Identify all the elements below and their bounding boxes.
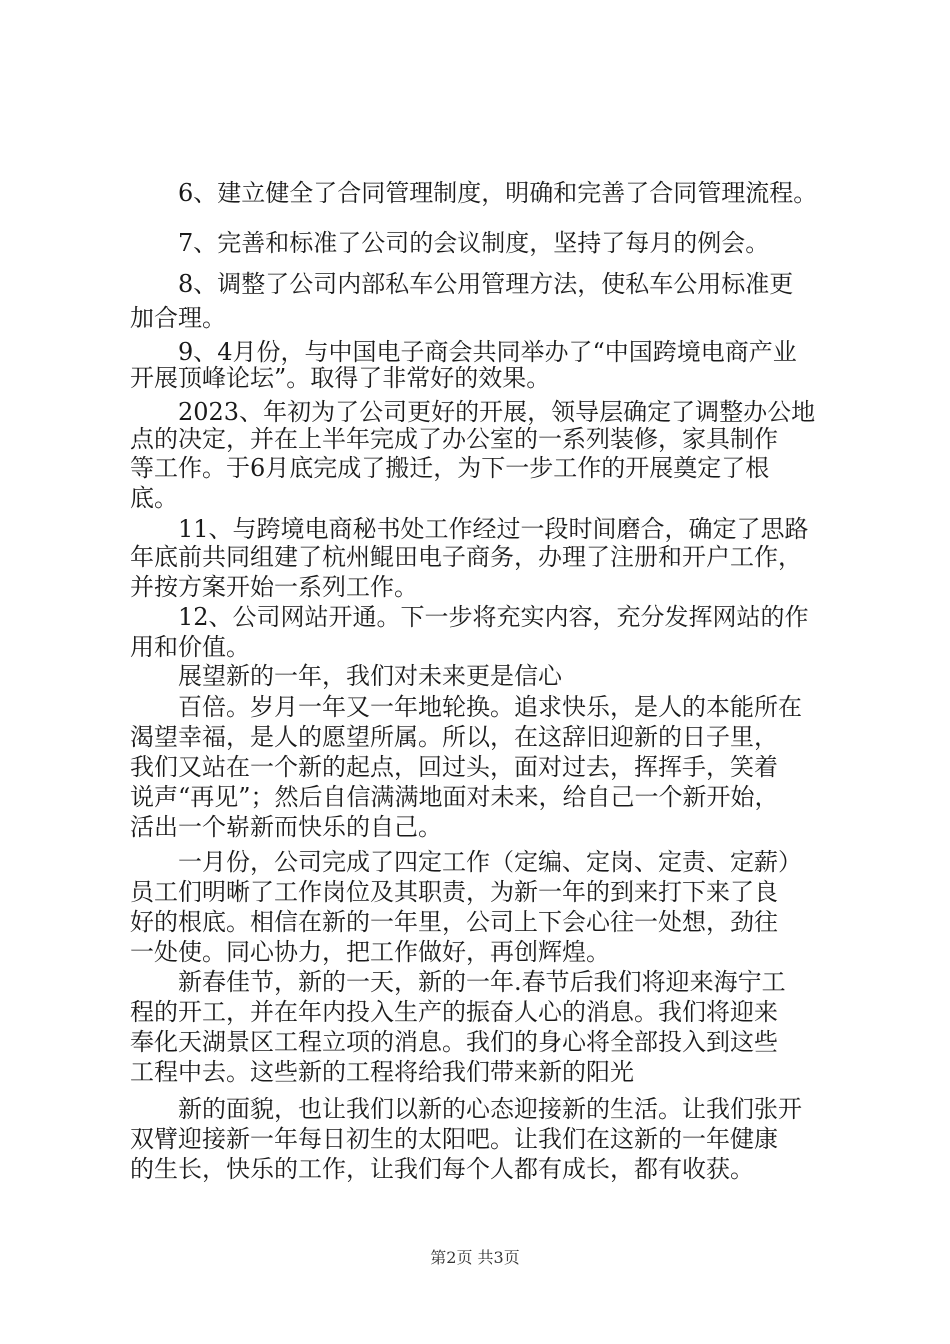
text-line: 百倍。岁月一年又一年地轮换。追求快乐，是人的本能所在 <box>178 693 802 721</box>
text-line: 一处使。同心协力，把工作做好，再创辉煌。 <box>130 938 610 966</box>
text-line: 6、建立健全了合同管理制度，明确和完善了合同管理流程。 <box>178 179 818 207</box>
text-line: 8、调整了公司内部私车公用管理方法，使私车公用标准更 <box>178 270 794 298</box>
text-line: 开展顶峰论坛”。取得了非常好的效果。 <box>130 364 551 392</box>
text-line: 底。 <box>130 484 178 512</box>
text-line: 员工们明晰了工作岗位及其职责，为新一年的到来打下来了良 <box>130 878 778 906</box>
text-line: 奉化天湖景区工程立项的消息。我们的身心将全部投入到这些 <box>130 1028 778 1056</box>
text-line: 并按方案开始一系列工作。 <box>130 573 418 601</box>
text-line: 9、4月份，与中国电子商会共同举办了“中国跨境电商产业 <box>178 338 797 366</box>
text-line: 11、与跨境电商秘书处工作经过一段时间磨合，确定了思路 <box>178 515 809 543</box>
text-line: 2023、年初为了公司更好的开展，领导层确定了调整办公地 <box>178 398 816 426</box>
text-line: 好的根底。相信在新的一年里，公司上下会心往一处想，劲往 <box>130 908 778 936</box>
text-line: 活出一个崭新而快乐的自己。 <box>130 813 442 841</box>
text-line: 加合理。 <box>130 304 226 332</box>
text-line: 工程中去。这些新的工程将给我们带来新的阳光 <box>130 1058 634 1086</box>
page-number-footer: 第2页 共3页 <box>430 1248 520 1267</box>
text-line: 说声“再见”；然后自信满满地面对未来，给自己一个新开始， <box>130 783 779 811</box>
text-line: 的生长，快乐的工作，让我们每个人都有成长，都有收获。 <box>130 1155 754 1183</box>
text-line: 年底前共同组建了杭州鲲田电子商务，办理了注册和开户工作， <box>130 543 802 571</box>
text-line: 展望新的一年，我们对未来更是信心 <box>178 662 562 690</box>
text-line: 我们又站在一个新的起点，回过头，面对过去，挥挥手，笑着 <box>130 753 778 781</box>
text-line: 新的面貌，也让我们以新的心态迎接新的生活。让我们张开 <box>178 1095 802 1123</box>
text-line: 一月份，公司完成了四定工作（定编、定岗、定责、定薪） <box>178 848 802 876</box>
text-line: 点的决定，并在上半年完成了办公室的一系列装修，家具制作 <box>130 425 778 453</box>
text-line: 渴望幸福，是人的愿望所属。所以，在这辞旧迎新的日子里， <box>130 723 778 751</box>
text-line: 双臂迎接新一年每日初生的太阳吧。让我们在这新的一年健康 <box>130 1125 778 1153</box>
text-line: 程的开工，并在年内投入生产的振奋人心的消息。我们将迎来 <box>130 998 778 1026</box>
text-line: 用和价值。 <box>130 633 250 661</box>
text-line: 7、完善和标准了公司的会议制度，坚持了每月的例会。 <box>178 229 770 257</box>
text-line: 12、公司网站开通。下一步将充实内容，充分发挥网站的作 <box>178 603 809 631</box>
text-line: 新春佳节，新的一天，新的一年.春节后我们将迎来海宁工 <box>178 968 786 996</box>
text-line: 等工作。于6月底完成了搬迁，为下一步工作的开展奠定了根 <box>130 454 770 482</box>
